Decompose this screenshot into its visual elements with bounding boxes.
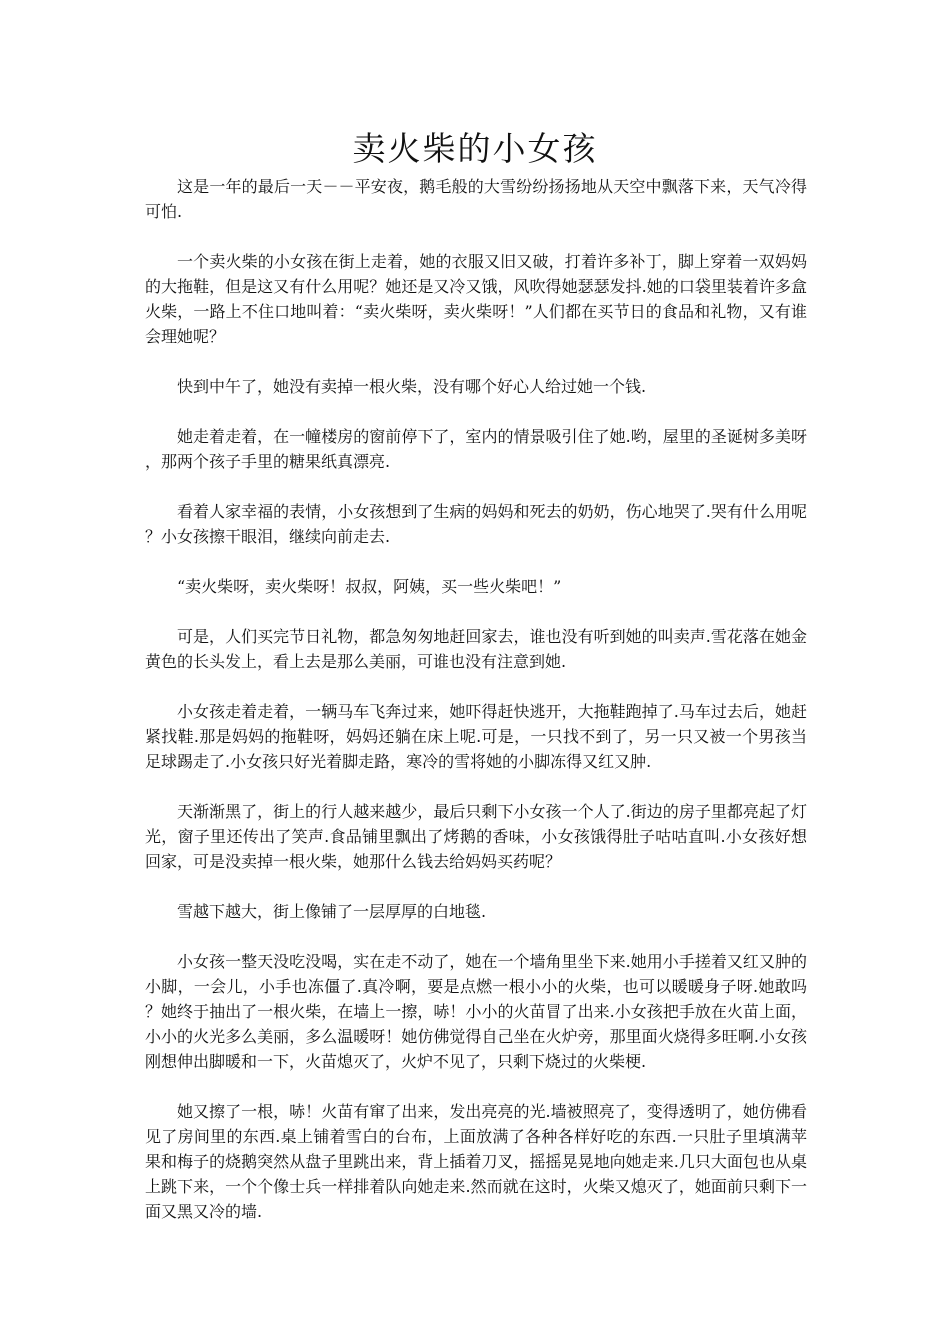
paragraph: 可是，人们买完节日礼物，都急匆匆地赶回家去，谁也没有听到她的叫卖声.雪花落在她金黄色的长头发上，看上去是那么美丽，可谁也没有注意到她. [145, 627, 807, 671]
paragraph: 快到中午了，她没有卖掉一根火柴，没有哪个好心人给过她一个钱. [177, 377, 647, 396]
paragraph: 她走着走着，在一幢楼房的窗前停下了，室内的情景吸引住了她.哟，屋里的圣诞树多美呀，那两个孩子手里的糖果纸真漂亮. [145, 427, 807, 471]
paragraph: “卖火柴呀，卖火柴呀！叔叔，阿姨，买一些火柴吧！” [177, 577, 562, 596]
paragraph: 这是一年的最后一天－－平安夜，鹅毛般的大雪纷纷扬扬地从天空中飘落下来，天气冷得可怕. [145, 177, 807, 221]
paragraph: 小女孩一整天没吃没喝，实在走不动了，她在一个墙角里坐下来.她用小手搓着又红又肿的小脚，一会儿，小手也冻僵了.真冷啊，要是点燃一根小小的火柴，也可以暖暖身子呀.她敢吗？她终于抽出了一根火柴，在墙上一擦，哧！小小的火苗冒了出来.小女孩把手放在火苗上面，小小的火光多么美丽，多么温暖呀！她仿佛觉得自己坐在火炉旁，那里面火烧得多旺啊.小女孩刚想伸出脚暖和一下，火苗熄灭了，火炉不见了，只剩下烧过的火柴梗. [145, 952, 807, 1071]
document-title: 卖火柴的小女孩 [352, 129, 598, 168]
paragraph: 她又擦了一根，哧！火苗有窜了出来，发出亮亮的光.墙被照亮了，变得透明了，她仿佛看见了房间里的东西.桌上铺着雪白的台布，上面放满了各种各样好吃的东西.一只肚子里填满苹果和梅子的烧鹅突然从盘子里跳出来，背上插着刀叉，摇摇晃晃地向她走来.几只大面包也从桌上跳下来，一个个像士兵一样排着队向她走来.然而就在这时，火柴又熄灭了，她面前只剩下一面又黑又冷的墙. [145, 1102, 807, 1221]
paragraph: 一个卖火柴的小女孩在街上走着，她的衣服又旧又破，打着许多补丁，脚上穿着一双妈妈的大拖鞋，但是这又有什么用呢？她还是又冷又饿，风吹得她瑟瑟发抖.她的口袋里装着许多盒火柴，一路上不住口地叫着：“卖火柴呀，卖火柴呀！”人们都在买节日的食品和礼物，又有谁会理她呢？ [145, 252, 807, 346]
document-body [145, 174, 807, 1249]
paragraph: 小女孩走着走着，一辆马车飞奔过来，她吓得赶快逃开，大拖鞋跑掉了.马车过去后，她赶紧找鞋.那是妈妈的拖鞋呀，妈妈还躺在床上呢.可是，一只找不到了，另一只又被一个男孩当足球踢走了.小女孩只好光着脚走路，寒冷的雪将她的小脚冻得又红又肿. [145, 702, 807, 771]
paragraph: 看着人家幸福的表情，小女孩想到了生病的妈妈和死去的奶奶，伤心地哭了.哭有什么用呢？小女孩擦干眼泪，继续向前走去. [145, 502, 807, 546]
paragraph: 雪越下越大，街上像铺了一层厚厚的白地毯. [177, 902, 487, 921]
paragraph: 天渐渐黑了，街上的行人越来越少，最后只剩下小女孩一个人了.街边的房子里都亮起了灯光，窗子里还传出了笑声.食品铺里飘出了烤鹅的香味，小女孩饿得肚子咕咕直叫.小女孩好想回家，可是没卖掉一根火柴，她那什么钱去给妈妈买药呢？ [145, 802, 807, 871]
